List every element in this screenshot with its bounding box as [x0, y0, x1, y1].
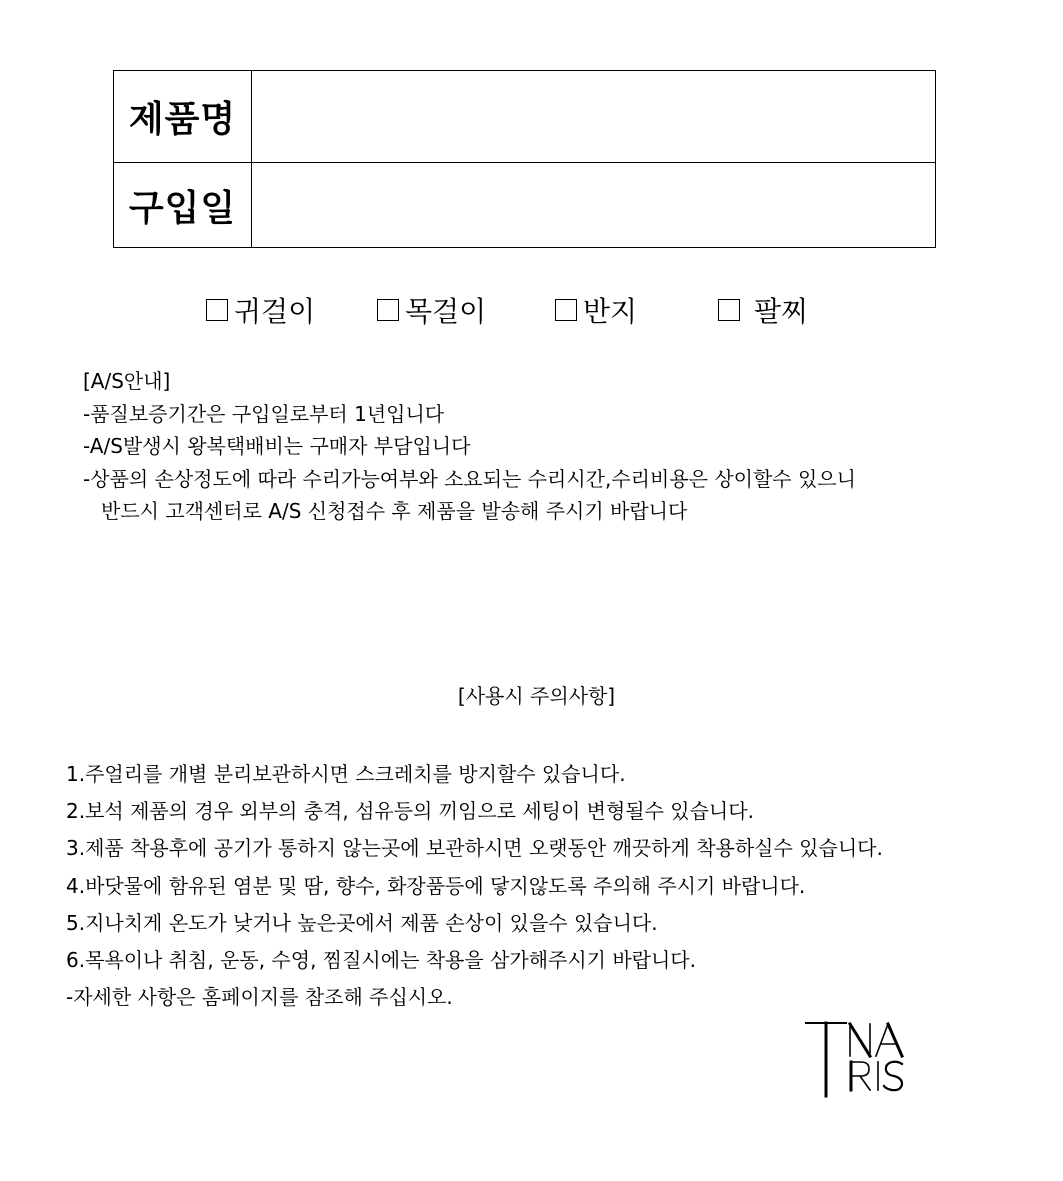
checkbox-ring[interactable] — [555, 299, 577, 321]
purchase-date-field[interactable] — [252, 163, 935, 247]
category-necklace-label: 목걸이 — [405, 295, 487, 328]
caution-item: 5.지나치게 온도가 낮거나 높은곳에서 제품 손상이 있을수 있습니다. — [66, 910, 658, 935]
caution-item: 6.목욕이나 취침, 운동, 수영, 찜질시에는 착용을 삼가해주시기 바랍니다. — [66, 948, 696, 973]
as-guide-title: [A/S안내] — [83, 369, 171, 393]
product-name-row — [114, 71, 935, 163]
category-checkboxes — [0, 290, 1063, 330]
caution-item: 2.보석 제품의 경우 외부의 충격, 섬유등의 끼임으로 세팅이 변형될수 있습니다. — [66, 799, 754, 824]
product-name-label: 제품명 — [114, 71, 252, 162]
category-bracelet-label: 팔찌 — [754, 295, 809, 328]
category-necklace[interactable] — [377, 290, 486, 330]
category-earring-label: 귀걸이 — [234, 295, 316, 328]
cautions-list — [66, 756, 1046, 1016]
purchase-date-label: 구입일 — [114, 163, 252, 247]
as-guide-line: -품질보증기간은 구입일로부터 1년입니다 — [83, 401, 445, 426]
caution-item: 1.주얼리를 개별 분리보관하시면 스크레치를 방지할수 있습니다. — [66, 762, 626, 786]
category-ring[interactable] — [555, 290, 637, 330]
purchase-date-row — [114, 163, 935, 247]
brand-logo — [804, 1018, 928, 1098]
caution-item: 3.제품 착용후에 공기가 통하지 않는곳에 보관하시면 오랫동안 깨끗하게 착용하실수 있습니다. — [66, 836, 883, 861]
as-guide-line: 반드시 고객센터로 A/S 신청접수 후 제품을 발송해 주시기 바랍니다 — [101, 499, 688, 523]
caution-item: -자세한 사항은 홈페이지를 참조해 주십시오. — [66, 985, 453, 1010]
as-guide-line: -상품의 손상정도에 따라 수리가능여부와 소요되는 수리시간,수리비용은 상이할수 있으니 — [83, 466, 856, 491]
cautions-title-wrap — [0, 680, 1063, 709]
caution-item: 4.바닷물에 함유된 염분 및 땀, 향수, 화장품등에 닿지않도록 주의해 주시기 바랍니다. — [66, 873, 806, 898]
category-bracelet[interactable] — [718, 290, 808, 330]
checkbox-necklace[interactable] — [377, 299, 399, 321]
checkbox-earring[interactable] — [206, 299, 228, 321]
product-info-table — [113, 70, 936, 248]
category-earring[interactable] — [206, 290, 315, 330]
category-ring-label: 반지 — [583, 295, 638, 328]
as-guide-section — [83, 365, 1043, 528]
cautions-title: [사용시 주의사항] — [457, 684, 616, 708]
product-name-field[interactable] — [252, 71, 935, 162]
checkbox-bracelet[interactable] — [718, 299, 740, 321]
as-guide-line: -A/S발생시 왕복택배비는 구매자 부담입니다 — [83, 434, 471, 458]
